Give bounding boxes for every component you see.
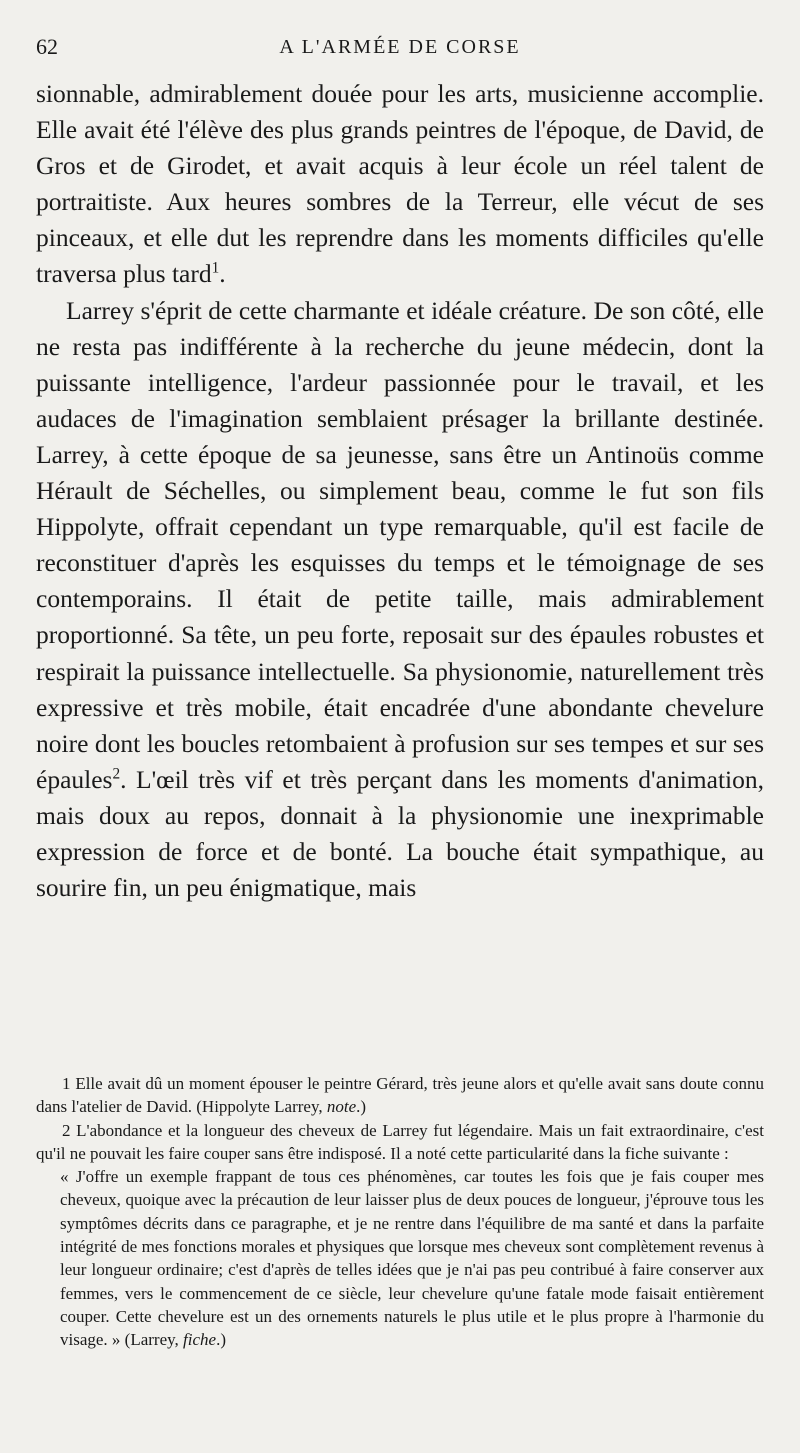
quote-text: « J'offre un exemple frappant de tous ces phénomènes, car toutes les fois que je fais couper mes cheveux, quoique avec la précaution de leur laisser plus de deux pouces de longueur, j'éprouve tous les symptômes décrits dans ce paragraphe, et je ne rentre dans l'équilibre de ma santé et dans la parfaite intégrité de mes fonctions morales et physiques que lorsque mes cheveux sont complètement revenus à leur longueur ordinaire; c'est d'après de telles idées que je n'ai pas peu contribué à faire conserver aux femmes, vers le commencement de ce siècle, leur chevelure qu'une fatale mode faisait entièrement couper. Cette chevelure est un des ornements naturels le plus utile et le plus propre à l'harmonie du visage. » (Larrey,	[60, 1167, 764, 1350]
paragraph-2	[36, 293, 764, 907]
footnote-2-quote	[36, 1165, 764, 1351]
footnote-1-end: .)	[356, 1097, 367, 1117]
main-text	[36, 76, 764, 906]
footnote-2-text: L'abondance et la longueur des cheveux de Larrey fut légendaire. Mais un fait extraordinaire, c'est qu'il ne pouvait les faire couper sans être indisposé. Il a noté cette particularité dans la fiche suivante :	[36, 1120, 764, 1163]
paragraph-2-text-b: . L'œil très vif et très perçant dans les moments d'animation, mais doux au repos, donnait à la physionomie une inexprimable expression de force et de bonté. La bouche était sympathique, au sourire fin, un peu énigmatique, mais	[36, 764, 764, 903]
paragraph-1	[36, 76, 764, 293]
paragraph-2-text-a: Larrey s'éprit de cette charmante et idéale créature. De son côté, elle ne resta pas indifférente à la recherche du jeune médecin, dont la puissante intelligence, l'ardeur passionnée pour le travail, et les audaces de l'imagination semblaient présager la brillante destinée. Larrey, à cette époque de sa jeunesse, sans être un Antinoüs comme Hérault de Séchelles, ou simplement beau, comme le fut son fils Hippolyte, offrait cependant un type remarquable, qu'il est facile de reconstituer d'après les esquisses du temps et le témoignage de ses contemporains. Il était de petite taille, mais admirablement proportionné. Sa tête, un peu forte, reposait sur des épaules robustes et respirait la puissance intellectuelle. Sa physionomie, naturellement très expressive et très mobile, était encadrée d'une abondante chevelure noire dont les boucles retombaient à profusion sur ses tempes et sur ses épaules	[36, 295, 764, 794]
quote-fiche: fiche	[183, 1330, 217, 1350]
footnote-1	[36, 1072, 764, 1119]
paragraph-1-end: .	[219, 259, 226, 289]
footnote-1-text: Elle avait dû un moment épouser le peintre Gérard, très jeune alors et qu'elle avait sans doute connu dans l'atelier de David. (Hippolyte Larrey,	[36, 1074, 764, 1117]
footnote-ref-1: 1	[211, 259, 220, 277]
running-title: A L'ARMÉE DE CORSE	[279, 35, 521, 58]
footnote-1-mark: 1	[62, 1074, 71, 1093]
quote-end: .)	[216, 1330, 227, 1350]
footnotes	[36, 1072, 764, 1352]
footnote-1-note: note	[326, 1097, 357, 1117]
footnote-2	[36, 1119, 764, 1166]
running-header	[36, 30, 764, 64]
page-number: 62	[36, 34, 58, 59]
footnote-ref-2: 2	[112, 765, 121, 783]
paragraph-1-text: sionnable, admirablement douée pour les arts, musicienne accomplie. Elle avait été l'élève des plus grands peintres de l'époque, de David, de Gros et de Girodet, et avait acquis à leur école un réel talent de portraitiste. Aux heures sombres de la Terreur, elle vécut de ses pinceaux, et elle dut les reprendre dans les moments difficiles qu'elle traversa plus tard	[36, 79, 764, 289]
footnote-2-mark: 2	[62, 1120, 71, 1140]
